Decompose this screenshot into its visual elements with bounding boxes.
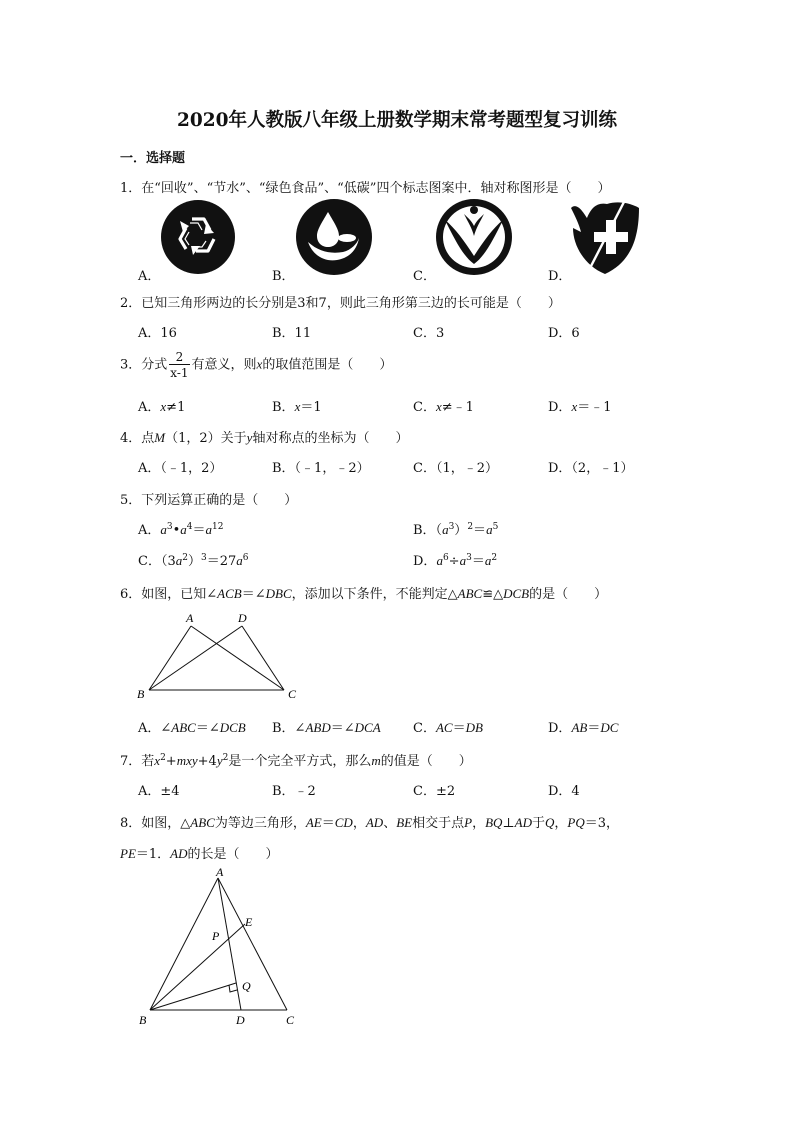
base: a: [442, 522, 449, 537]
q7-option-c[interactable]: C．±2: [413, 784, 456, 799]
option-label: D．: [548, 400, 572, 415]
q1-option-c[interactable]: C．: [413, 269, 436, 284]
text: 7．若: [120, 754, 155, 769]
q3-fraction: [169, 351, 189, 379]
q3-option-d[interactable]: [548, 396, 612, 415]
option-var: x: [160, 399, 167, 414]
operator: ＝: [452, 721, 466, 736]
operator: ＝∠: [195, 721, 220, 736]
operator: ＝: [471, 554, 485, 569]
option-label: B．（: [413, 523, 443, 538]
term: Q: [545, 815, 555, 830]
exponent: 3: [466, 553, 472, 563]
q3-prefix: 3．分式: [120, 357, 168, 373]
q3-option-b[interactable]: [272, 396, 322, 415]
operator: ＝∠: [330, 721, 355, 736]
option-rest: ≠﹣1: [441, 400, 474, 415]
q4-option-b[interactable]: B．（﹣1，﹣2）: [272, 461, 370, 476]
q1-option-d[interactable]: D．: [548, 269, 572, 284]
angle: DBC: [265, 586, 292, 601]
term: AD: [514, 815, 532, 830]
text: ＝1．: [135, 847, 171, 862]
q8-label-c: C: [286, 1013, 295, 1027]
question-8-line-1: [120, 812, 619, 831]
q4-option-c[interactable]: C．（1，﹣2）: [413, 461, 498, 476]
q4-prefix: 4．点: [120, 431, 155, 446]
q4-option-d[interactable]: D．（2，﹣1）: [548, 461, 634, 476]
q8-figure: [130, 866, 310, 1032]
q8-label-p: P: [212, 929, 220, 943]
question-2-stem: 2．已知三角形两边的长分别是3和7，则此三角形第三边的长可能是（ ）: [120, 296, 561, 311]
text: 、: [383, 816, 397, 831]
term: AD: [365, 815, 384, 830]
option-label: C．: [413, 400, 436, 415]
recycle-icon: [158, 199, 238, 277]
term: CD: [334, 815, 353, 830]
option-label: C．: [413, 721, 436, 736]
text: 的长是（ ）: [187, 847, 279, 862]
exponent: 4: [186, 522, 193, 532]
q3-option-a[interactable]: [138, 396, 185, 415]
q1-option-a[interactable]: A．: [138, 269, 161, 284]
q5-option-c[interactable]: [138, 550, 248, 569]
text: 于: [532, 816, 546, 831]
option-label: A．∠: [138, 721, 172, 736]
q2-option-d[interactable]: D．6: [548, 326, 580, 341]
q6-option-b[interactable]: [272, 717, 381, 736]
paren: ）: [454, 523, 468, 538]
q2-option-b[interactable]: B．11: [272, 326, 312, 341]
q6-label-d: D: [238, 611, 247, 625]
page-title: 2020年人教版八年级上册数学期末常考题型复习训练: [177, 110, 617, 131]
q3-denominator: x-1: [170, 366, 189, 380]
operator: •: [172, 523, 181, 538]
text: 为等边三角形，: [214, 816, 306, 831]
water-saving-icon: [295, 198, 373, 276]
base: a: [236, 553, 243, 568]
q4-axis: y: [246, 430, 253, 445]
option-label: A．: [138, 523, 161, 538]
operator: ＝: [587, 721, 601, 736]
triangle: DCB: [503, 586, 530, 601]
exponent: 2: [467, 522, 474, 532]
q3-numerator: 2: [169, 351, 189, 365]
exponent: 12: [212, 522, 224, 532]
q6-option-d[interactable]: [548, 717, 618, 736]
option-term: AC: [435, 720, 453, 735]
text: ，: [352, 816, 366, 831]
exponent: 2: [491, 553, 498, 563]
option-term: DC: [600, 720, 619, 735]
text: 相交于点: [412, 816, 465, 831]
term: PE: [120, 846, 136, 861]
question-5-stem: 5．下列运算正确的是（ ）: [120, 493, 298, 508]
option-label: A．: [138, 400, 161, 415]
option-rest: ≠1: [166, 400, 186, 415]
option-term: DCA: [354, 720, 381, 735]
term: ABC: [190, 815, 215, 830]
angle: ACB: [217, 586, 242, 601]
q6-option-a[interactable]: [138, 717, 246, 736]
question-4-stem: [120, 427, 408, 446]
text: 是一个完全平方式，那么: [228, 754, 372, 769]
q8-label-e: E: [245, 915, 253, 929]
option-var: x: [571, 399, 578, 414]
q4-suffix: 轴对称点的坐标为（ ）: [252, 431, 409, 446]
term: BQ: [485, 815, 503, 830]
q3-suffix: 的取值范围是（ ）: [262, 357, 393, 373]
q2-option-a[interactable]: A．16: [138, 326, 177, 341]
q7-option-d[interactable]: D．4: [548, 784, 580, 799]
operator: ＝: [192, 523, 206, 538]
base: a: [160, 522, 167, 537]
operator: +4: [197, 754, 217, 769]
option-term: DB: [465, 720, 483, 735]
q5-option-a[interactable]: [138, 519, 224, 538]
option-label: B．: [272, 400, 295, 415]
term: PQ: [567, 815, 585, 830]
triangle: ABC: [457, 586, 483, 601]
q5-option-d[interactable]: [413, 550, 497, 569]
operator: ÷: [448, 554, 460, 569]
q1-option-b[interactable]: B．: [272, 269, 295, 284]
question-6-stem: [120, 583, 607, 602]
q6-label-a: A: [186, 611, 194, 625]
low-carbon-icon: [567, 198, 643, 278]
exponent: 2: [160, 753, 166, 763]
term: mxy: [176, 753, 198, 768]
q4-coords: （1，2）关于: [165, 431, 247, 446]
exponent: 3: [200, 553, 207, 563]
base: a: [484, 553, 492, 568]
text: ＝∠: [241, 587, 266, 602]
question-1-stem: 1．在“回收”、“节水”、“绿色食品”、“低碳”四个标志图案中．轴对称图形是（ ）: [120, 181, 611, 196]
text: ⊥: [502, 816, 515, 831]
var: x: [154, 753, 161, 768]
text: 的是（ ）: [529, 587, 608, 602]
q6-label-b: B: [137, 687, 145, 701]
exponent: 3: [166, 522, 173, 532]
base: a: [436, 553, 443, 568]
q6-label-c: C: [288, 687, 297, 701]
option-term: ABC: [171, 720, 196, 735]
var: y: [216, 753, 223, 768]
question-3-stem: [120, 351, 392, 379]
term: P: [464, 815, 473, 830]
text: ＝3，: [584, 816, 620, 831]
text: ，添加以下条件，不能判定△: [291, 587, 458, 602]
q3-mid: 有意义，则: [191, 357, 257, 373]
option-rest: ＝﹣1: [577, 400, 612, 415]
q6-option-c[interactable]: [413, 717, 483, 736]
text: 8．如图，△: [120, 816, 191, 831]
q6-figure: [130, 606, 310, 706]
option-var: x: [435, 399, 442, 414]
base: a: [459, 553, 467, 568]
q7-option-a[interactable]: A．±4: [138, 784, 180, 799]
exponent: 2: [222, 753, 229, 763]
option-var: x: [294, 399, 301, 414]
option-term: ABD: [305, 720, 331, 735]
operator: ＝: [473, 523, 487, 538]
var: m: [371, 753, 381, 768]
text: ＝: [321, 816, 335, 831]
operator: ＝27: [206, 554, 237, 569]
question-8-line-2: [120, 843, 279, 862]
paren: ）: [187, 554, 201, 569]
base: a: [180, 522, 187, 537]
q4-point: M: [154, 430, 166, 445]
base: a: [486, 522, 493, 537]
q3-option-c[interactable]: [413, 396, 474, 415]
term: BE: [396, 815, 413, 830]
q7-option-b[interactable]: B．﹣2: [272, 784, 316, 799]
text: 的值是（ ）: [380, 754, 472, 769]
exponent: 6: [242, 553, 249, 563]
q3-var: x: [256, 356, 263, 372]
q8-label-a: A: [216, 866, 224, 879]
option-term: AB: [571, 720, 588, 735]
text: 6．如图，已知∠: [120, 587, 218, 602]
text: ，: [554, 816, 568, 831]
option-rest: ＝1: [300, 400, 322, 415]
q8-label-q: Q: [242, 979, 251, 993]
q5-option-b[interactable]: [413, 519, 498, 538]
exponent: 5: [492, 522, 499, 532]
section-heading: 一．选择题: [120, 151, 186, 166]
option-label: C．（3: [138, 554, 176, 569]
text: ≌△: [482, 587, 504, 602]
term: AD: [170, 846, 188, 861]
base: a: [175, 553, 183, 568]
base: a: [205, 522, 213, 537]
q8-label-b: B: [139, 1013, 147, 1027]
question-7-stem: [120, 750, 472, 769]
option-label: D．: [413, 554, 437, 569]
exponent: 3: [448, 522, 455, 532]
option-term: DCB: [219, 720, 246, 735]
exponent: 6: [442, 553, 449, 563]
exponent: 2: [182, 553, 188, 563]
q2-option-c[interactable]: C．3: [413, 326, 445, 341]
option-label: B．∠: [272, 721, 306, 736]
term: AE: [305, 815, 322, 830]
text: ，: [472, 816, 486, 831]
green-food-icon: [435, 198, 513, 276]
option-label: D．: [548, 721, 572, 736]
q4-option-a[interactable]: A．（﹣1，2）: [138, 461, 223, 476]
q8-label-d: D: [236, 1013, 245, 1027]
operator: +: [165, 754, 177, 769]
